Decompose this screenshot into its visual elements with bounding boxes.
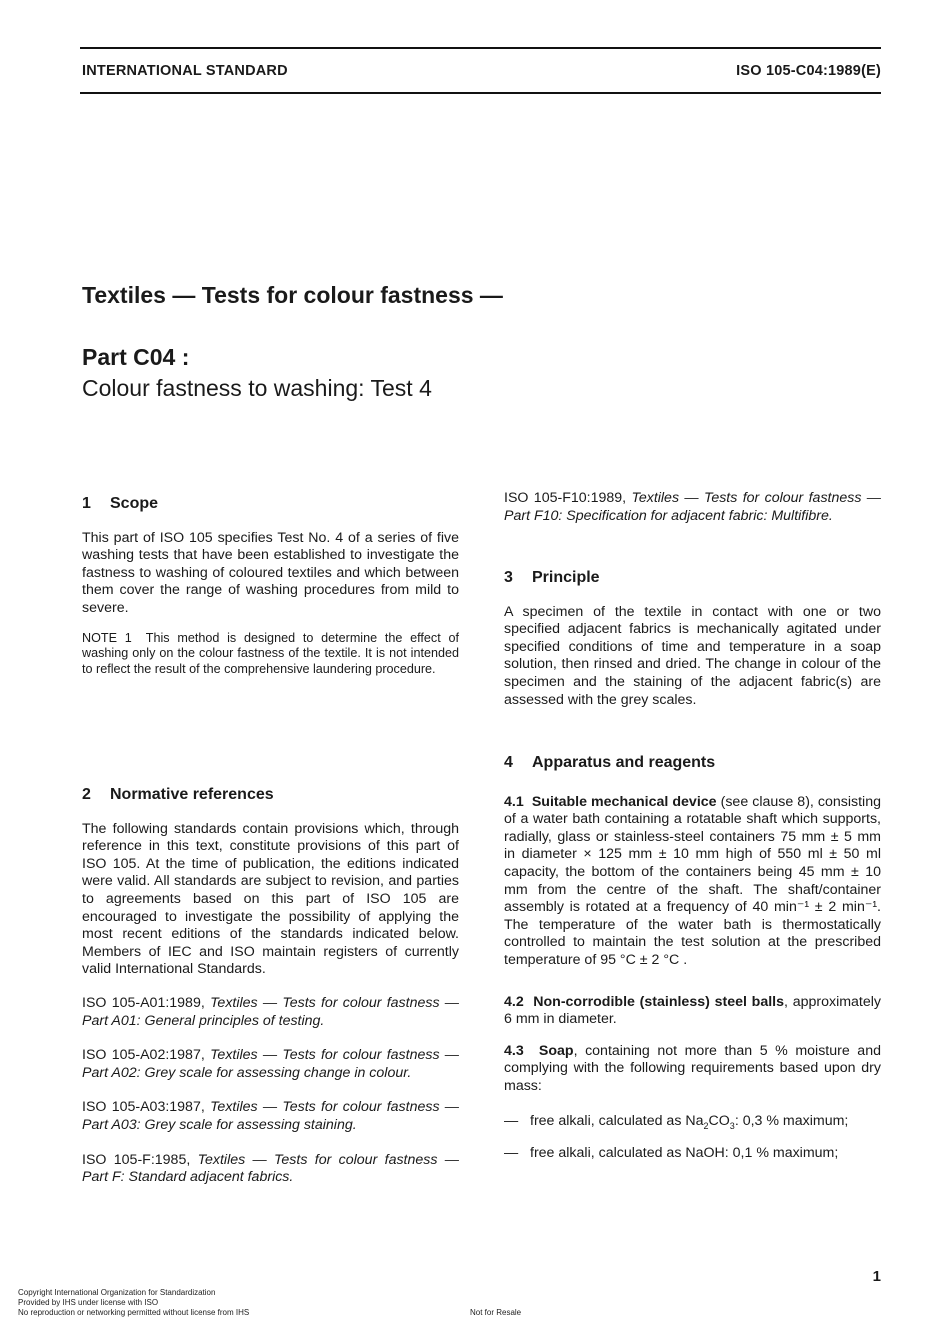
section-heading: 4 Apparatus and reagents — [504, 754, 716, 771]
scope-text: This part of ISO 105 specifies Test No. 4 of a series of five washing tests that have been established to investigate the fastness to washing of coloured textiles and which between them cover the range of washing procedures from mild to severe. — [82, 529, 459, 616]
clause-4-2: 4.2 Non-corrodible (stainless) steel balls, approximately 6 mm in diameter. — [504, 993, 882, 1028]
reference-item: ISO 105-F10:1989, Textiles — Tests for colour fastness — Part F10: Specification for adjacent fabric: Multifibre. — [504, 490, 881, 524]
reference-item: ISO 105-F:1985, Textiles — Tests for colour fastness — Part F: Standard adjacent fabrics. — [82, 1151, 459, 1186]
reference-continued — [504, 490, 881, 525]
principle-text: A specimen of the textile in contact with one or two specified adjacent fabrics is mechanically agitated under specified conditions of time and temperature in a soap solution, then rinsed and dried. The change in colour of the specimen and the staining of the adjacent fabric(s) are assessed with the grey scales. — [504, 603, 881, 708]
section-heading: 1 Scope — [82, 495, 159, 512]
document-part: Part C04 : — [82, 344, 190, 370]
reference-item: ISO 105-A02:1987, Textiles — Tests for colour fastness — Part A02: Grey scale for assessing change in colour. — [82, 1047, 459, 1081]
page-number: 1 — [872, 1268, 881, 1285]
clause-4-1: 4.1 Suitable mechanical device (see clause 8), consisting of a water bath containing a rotatable shaft which supports, radially, glass or stainless-steel containers 75 mm ± 5 mm in diameter × 125 mm ± 10 mm high of 550 ml ± 50 ml capacity, the bottom of the containers being 45 mm ± 10 mm from the centre of the shaft. The shaft/container assembly is rotated at a frequency of 40 min⁻¹ ± 2 min⁻¹. The temperature of the water bath is thermostatically controlled to maintain the test solution at the prescribed temperature of 95 °C ± 2 °C . — [504, 793, 881, 968]
document-title: Textiles — Tests for colour fastness — — [82, 282, 503, 308]
header-rule-top — [80, 47, 881, 49]
reference-item: ISO 105-A01:1989, Textiles — Tests for colour fastness — Part A01: General principles of testing. — [82, 994, 459, 1029]
list-item: — free alkali, calculated as $Na_2CO_3$: 0,3 % maximum; — [504, 1112, 849, 1131]
list-item: — free alkali, calculated as NaOH: 0,1 % maximum; — [504, 1145, 839, 1162]
section-heading: 3 Principle — [504, 569, 600, 586]
section-normative-references — [82, 786, 459, 1187]
section-heading: 2 Normative references — [82, 786, 274, 803]
normative-text: The following standards contain provisions which, through reference in this text, constitute provisions of this part of ISO 105. At the time of publication, the editions indicated were valid. All standards are subject to revision, and parties to agreements based on this part of ISO 105 are encouraged to investigate the possibility of applying the most recent editions of the standards indicated below. Members of IEC and ISO maintain registers of currently valid International Standards. — [82, 820, 459, 978]
footer-copyright: Copyright International Organization for Standardization Provided by IHS under license with ISO No reproduction or networking permitted without license from IHS — [18, 1288, 250, 1317]
footer-not-for-resale: Not for Resale — [470, 1308, 522, 1317]
scope-note: NOTE 1 This method is designed to determine the effect of washing only on the colour fastness of the textile. It is not intended to reflect the result of the comprehensive laundering procedure. — [82, 630, 459, 676]
header-standard-label: INTERNATIONAL STANDARD — [82, 63, 288, 79]
section-scope — [82, 495, 459, 677]
header-rule-bottom — [80, 92, 881, 94]
reference-item: ISO 105-A03:1987, Textiles — Tests for colour fastness — Part A03: Grey scale for assessing staining. — [82, 1099, 459, 1133]
document-subtitle: Colour fastness to washing: Test 4 — [82, 375, 432, 401]
section-principle — [504, 569, 881, 709]
section-apparatus — [504, 754, 881, 1163]
clause-4-3: 4.3 Soap, containing not more than 5 % moisture and complying with the following requirements based upon dry mass: — [504, 1042, 881, 1094]
header-standard-number: ISO 105-C04:1989(E) — [736, 63, 881, 79]
